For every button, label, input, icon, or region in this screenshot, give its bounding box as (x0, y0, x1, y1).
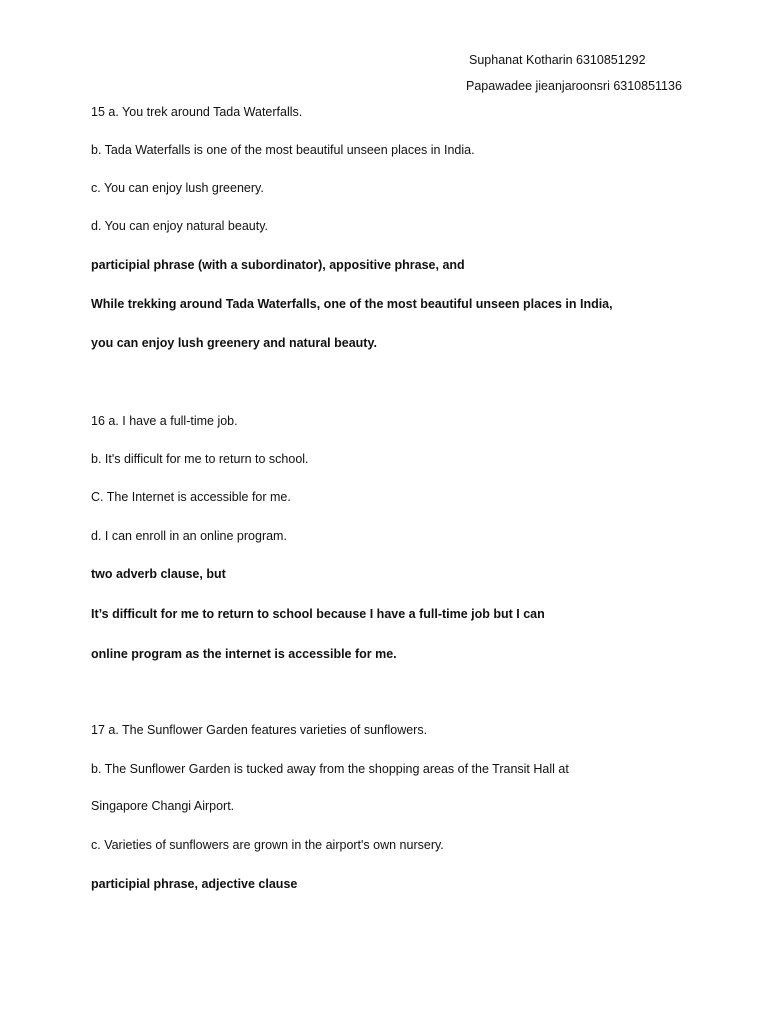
exercise-16-sentence-d: d. I can enroll in an online program. (91, 529, 287, 543)
exercise-17-sentence-b: b. The Sunflower Garden is tucked away from the shopping areas of the Transit Hall at (91, 762, 569, 776)
exercise-16-sentence-a: 16 a. I have a full-time job. (91, 414, 238, 428)
exercise-15-sentence-b: b. Tada Waterfalls is one of the most beautiful unseen places in India. (91, 143, 475, 157)
exercise-16-sentence-c: C. The Internet is accessible for me. (91, 490, 291, 504)
exercise-17-sentence-a: 17 a. The Sunflower Garden features varieties of sunflowers. (91, 723, 428, 737)
exercise-15-sentence-c: c. You can enjoy lush greenery. (91, 181, 264, 195)
exercise-17-sentence-b-continued: Singapore Changi Airport. (91, 799, 235, 813)
exercise-16-answer-line-1: It’s difficult for me to return to school because I have a full-time job but I can (91, 607, 545, 621)
exercise-17-instruction: participial phrase, adjective clause (91, 877, 298, 891)
exercise-15-sentence-a: 15 a. You trek around Tada Waterfalls. (91, 105, 303, 119)
exercise-16-answer-line-2: online program as the internet is accessible for me. (91, 647, 397, 661)
exercise-15-instruction: participial phrase (with a subordinator), appositive phrase, and (91, 258, 465, 272)
exercise-16-sentence-b: b. It's difficult for me to return to school. (91, 452, 309, 466)
exercise-15-answer-line-2: you can enjoy lush greenery and natural beauty. (91, 336, 377, 350)
exercise-16-instruction: two adverb clause, but (91, 567, 226, 581)
exercise-15-answer-line-1: While trekking around Tada Waterfalls, one of the most beautiful unseen places in India, (91, 297, 613, 311)
author-line-2: Papawadee jieanjaroonsri 6310851136 (466, 79, 682, 93)
author-line-1: Suphanat Kotharin 6310851292 (469, 53, 646, 67)
exercise-15-sentence-d: d. You can enjoy natural beauty. (91, 219, 268, 233)
exercise-17-sentence-c: c. Varieties of sunflowers are grown in the airport's own nursery. (91, 838, 444, 852)
